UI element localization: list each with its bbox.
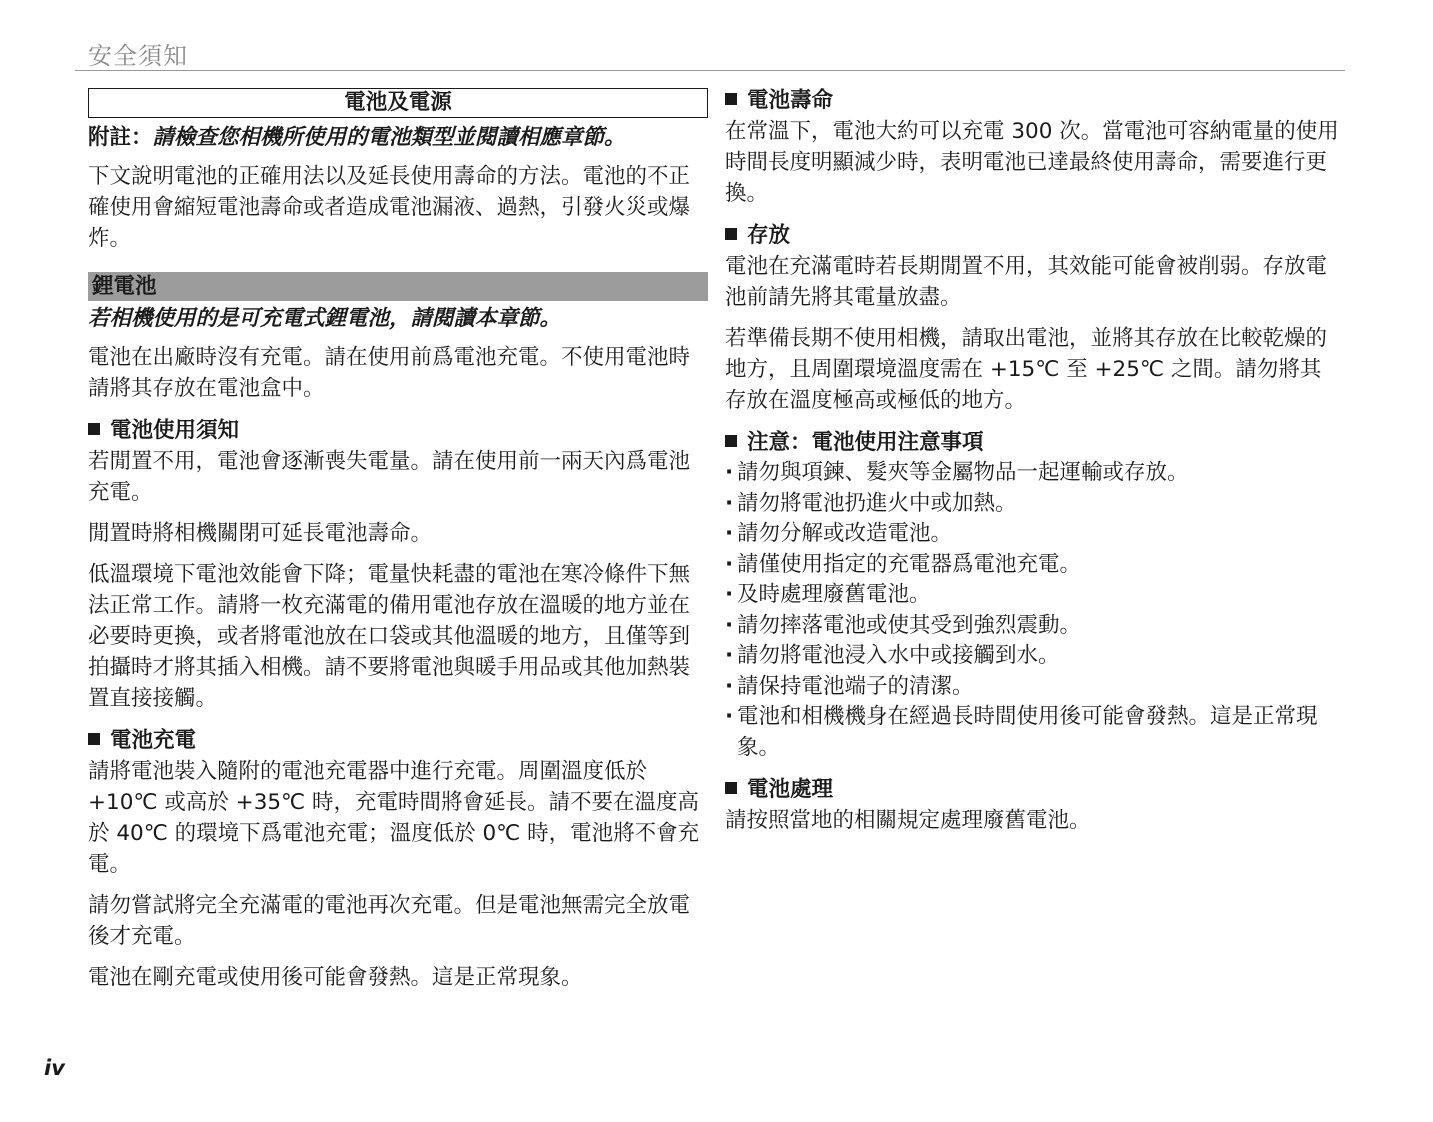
note: [88, 122, 708, 153]
square-bullet-icon: [88, 733, 100, 745]
subsection-charging-title: 電池充電: [110, 728, 197, 753]
note-lead: 附註：: [88, 125, 153, 150]
list-item: · 請勿摔落電池或使其受到強烈震動。: [725, 611, 1340, 642]
list-item: · 請勿將電池扔進火中或加熱。: [725, 489, 1340, 520]
subsection-usage-title: 電池使用須知: [110, 418, 240, 443]
square-bullet-icon: [725, 93, 737, 105]
right-column: [725, 86, 1340, 846]
square-bullet-icon: [725, 228, 737, 240]
subsection-charging: [88, 726, 708, 756]
list-item: · 電池和相機機身在經過長時間使用後可能會發熱。這是正常現象。: [725, 702, 1340, 763]
subsection-caution-title: 注意：電池使用注意事項: [747, 430, 984, 455]
header-divider: [75, 70, 1345, 71]
subsection-disposal: [725, 775, 1340, 805]
subsection-disposal-title: 電池處理: [747, 777, 834, 802]
disposal-paragraph: 請按照當地的相關規定處理廢舊電池。: [725, 808, 1091, 833]
charging-paragraph-2: 請勿嘗試將完全充滿電的電池再次充電。但是電池無需完全放電後才充電。: [88, 893, 691, 949]
list-item: · 請勿分解或改造電池。: [725, 519, 1340, 550]
usage-paragraph-3: 低溫環境下電池效能會下降；電量快耗盡的電池在寒冷條件下無法正常工作。請將一枚充滿電的備用電池存放在溫暖的地方並在必要時更換，或者將電池放在口袋或其他溫暖的地方，且僅等到拍攝時才將其插入相機。請不要將電池與暖手用品或其他加熱裝置直接接觸。: [88, 562, 691, 711]
subsection-caution: [725, 428, 1340, 458]
left-column: [88, 86, 708, 1003]
storage-paragraph-1: 電池在充滿電時若長期閒置不用，其效能可能會被削弱。存放電池前請先將其電量放盡。: [725, 254, 1328, 310]
charging-paragraph-3: 電池在剛充電或使用後可能會發熱。這是正常現象。: [88, 965, 583, 990]
battery-life-paragraph: 在常溫下，電池大約可以充電 300 次。當電池可容納電量的使用時間長度明顯減少時，表明電池已達最終使用壽命，需要進行更換。: [725, 119, 1339, 206]
subsection-storage-title: 存放: [747, 223, 791, 248]
storage-paragraph-2: 若準備長期不使用相機，請取出電池，並將其存放在比較乾燥的地方，且周圍環境溫度需在 +15℃ 至 +25℃ 之間。請勿將其存放在溫度極高或極低的地方。: [725, 326, 1328, 413]
page-number: iv: [44, 1056, 65, 1080]
intro-paragraph: 下文說明電池的正確用法以及延長使用壽命的方法。電池的不正確使用會縮短電池壽命或者造成電池漏液、過熱，引發火災或爆炸。: [88, 164, 691, 251]
section-title-lithium-battery: 鋰電池: [88, 272, 708, 301]
list-item: · 請保持電池端子的清潔。: [725, 672, 1340, 703]
subsection-storage: [725, 221, 1340, 251]
charging-paragraph-1: 請將電池裝入隨附的電池充電器中進行充電。周圍溫度低於 +10℃ 或高於 +35℃ 時，充電時間將會延長。請不要在溫度高於 40℃ 的環境下爲電池充電；溫度低於 0℃ 時，電池將不會充電。: [88, 759, 700, 877]
square-bullet-icon: [88, 423, 100, 435]
subsection-battery-life: [725, 86, 1340, 116]
lithium-note: 若相機使用的是可充電式鋰電池，請閱讀本章節。: [88, 306, 562, 331]
list-item: · 請勿與項鍊、髮夾等金屬物品一起運輸或存放。: [725, 458, 1340, 489]
lithium-paragraph: 電池在出廠時沒有充電。請在使用前爲電池充電。不使用電池時請將其存放在電池盒中。: [88, 345, 691, 401]
list-item: · 請僅使用指定的充電器爲電池充電。: [725, 550, 1340, 581]
square-bullet-icon: [725, 435, 737, 447]
page-header-title: 安全須知: [88, 42, 188, 70]
list-item: · 及時處理廢舊電池。: [725, 580, 1340, 611]
note-text: 請檢查您相機所使用的電池類型並閱讀相應章節。: [152, 125, 626, 150]
usage-paragraph-1: 若閒置不用，電池會逐漸喪失電量。請在使用前一兩天內爲電池充電。: [88, 449, 691, 505]
list-item: · 請勿將電池浸入水中或接觸到水。: [725, 641, 1340, 672]
subsection-usage: [88, 416, 708, 446]
section-title-battery-power: 電池及電源: [88, 88, 708, 118]
usage-paragraph-2: 閒置時將相機關閉可延長電池壽命。: [88, 521, 433, 546]
square-bullet-icon: [725, 782, 737, 794]
subsection-battery-life-title: 電池壽命: [747, 88, 834, 113]
caution-list: [725, 458, 1340, 763]
